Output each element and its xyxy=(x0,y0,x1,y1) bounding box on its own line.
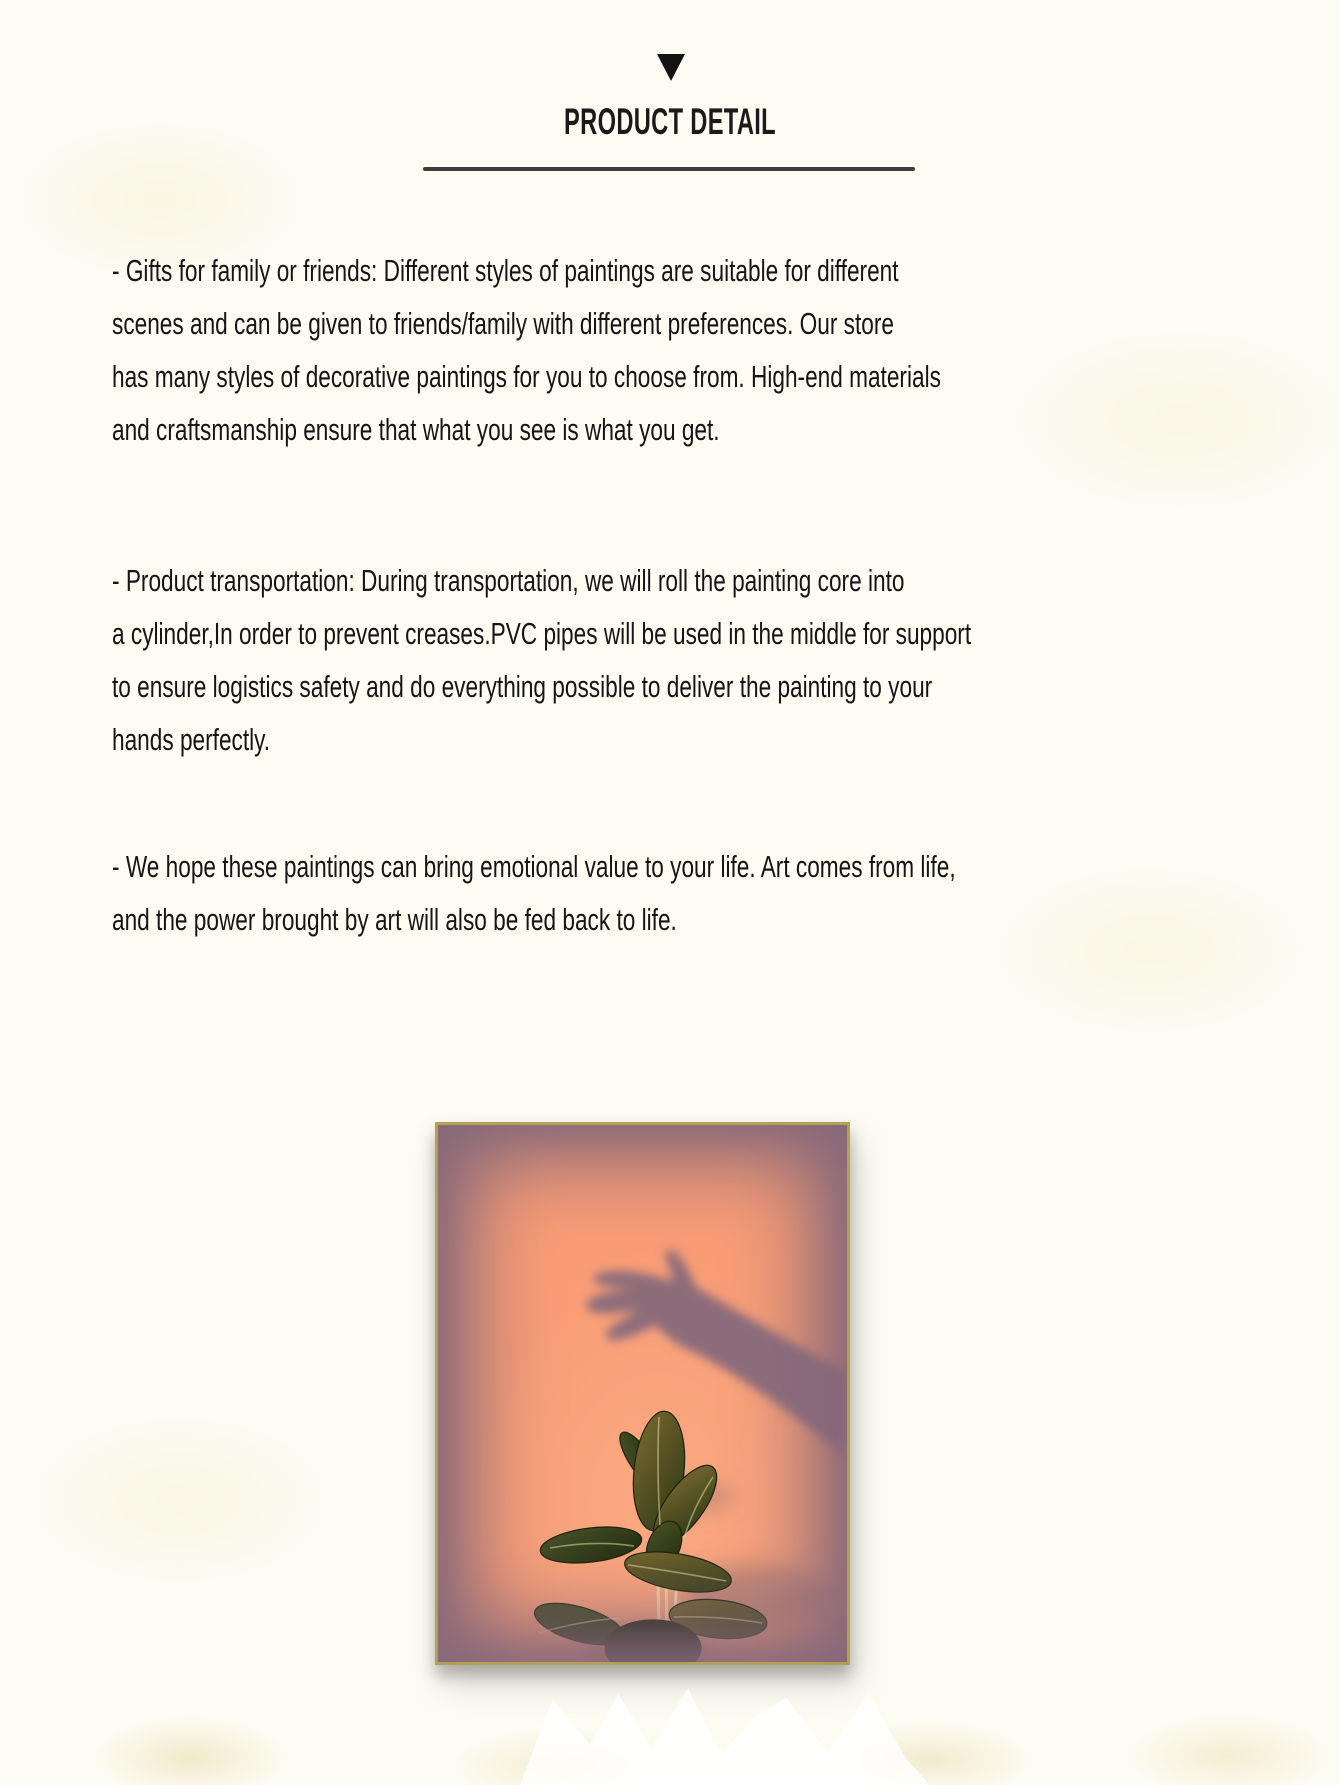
paragraph-line: - Gifts for family or friends: Different styles of paintings are suitable for different xyxy=(112,253,899,288)
header-divider xyxy=(423,167,915,171)
paragraph-line: - We hope these paintings can bring emotional value to your life. Art comes from life, xyxy=(112,849,956,884)
paragraph-line: - Product transportation: During transportation, we will roll the painting core into xyxy=(112,563,905,598)
background-watermark xyxy=(520,1688,930,1785)
poster-wall xyxy=(438,1125,847,1662)
paragraph-transportation xyxy=(112,554,1338,766)
paragraph-line: hands perfectly. xyxy=(112,722,271,757)
paragraph-line: a cylinder,In order to prevent creases.PVC pipes will be used in the middle for support xyxy=(112,616,972,651)
paragraph-line: has many styles of decorative paintings for you to choose from. High-end materials xyxy=(112,359,941,394)
paragraph-line: and the power brought by art will also be fed back to life. xyxy=(112,902,677,937)
down-triangle-icon xyxy=(657,54,685,81)
paragraph-line: and craftsmanship ensure that what you see is what you get. xyxy=(112,412,720,447)
paragraph-emotional-value xyxy=(112,840,1338,946)
poster-illustration xyxy=(438,1125,847,1662)
product-image-framed-poster xyxy=(435,1122,850,1665)
paragraph-gifts xyxy=(112,244,1338,456)
paragraph-line: to ensure logistics safety and do everything possible to deliver the painting to your xyxy=(112,669,933,704)
description-text xyxy=(112,244,1338,946)
section-title: PRODUCT DETAIL xyxy=(564,101,776,142)
paragraph-line: scenes and can be given to friends/family with different preferences. Our store xyxy=(112,306,894,341)
